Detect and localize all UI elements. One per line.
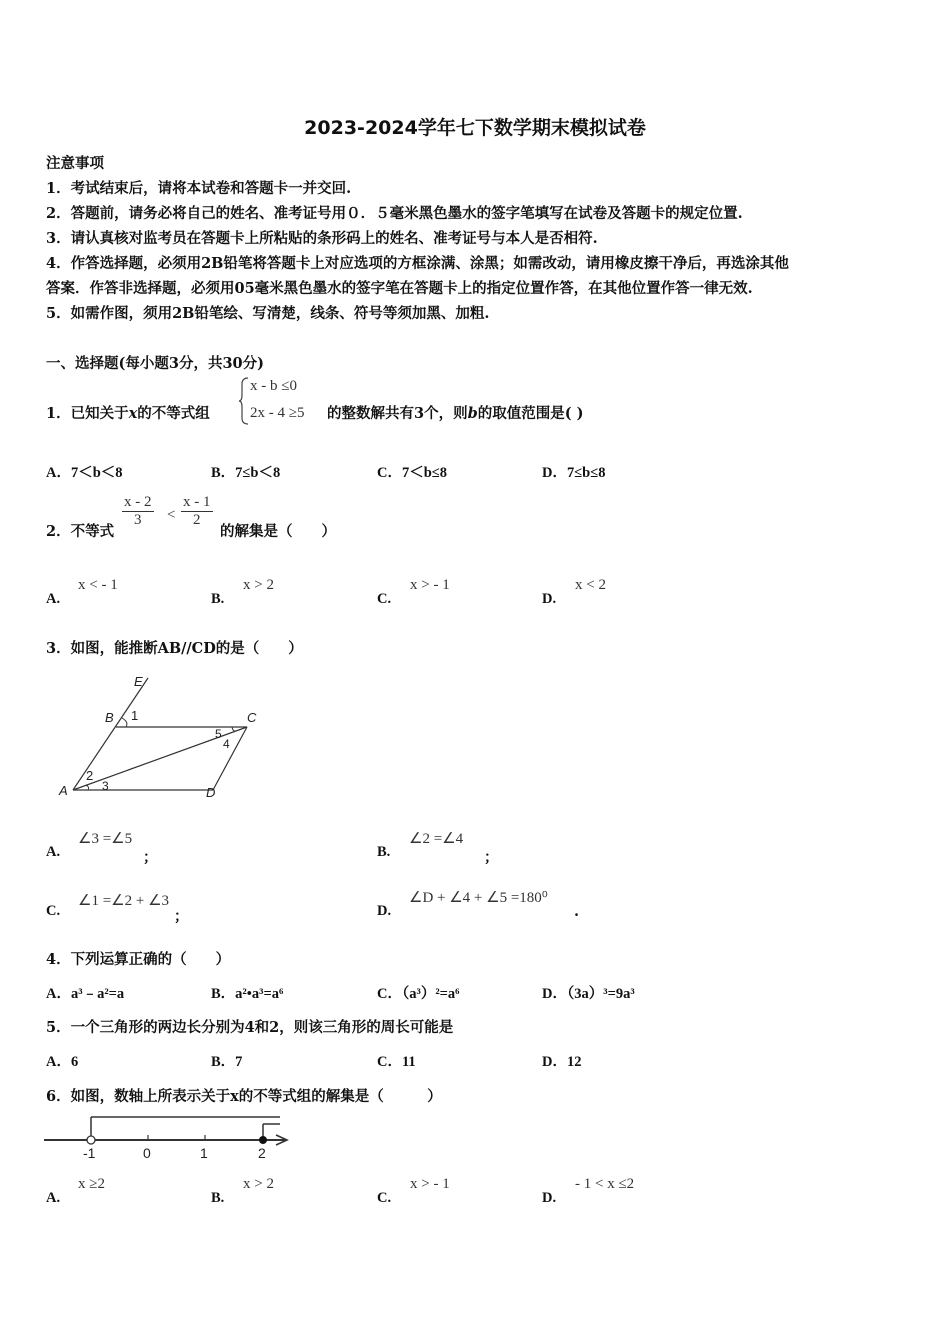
open-point-icon (87, 1136, 95, 1144)
question-1-stem: 1．已知关于x的不等式组 (46, 405, 210, 422)
inequality-line-1: x - b ≤0 (250, 378, 297, 394)
label-angle-4: 4 (223, 737, 230, 751)
option-c: C．11 (377, 1054, 416, 1070)
question-4-stem: 4．下列运算正确的（ ） (46, 951, 231, 968)
fraction-left (122, 494, 154, 529)
number-line-figure (44, 1112, 294, 1162)
notice-heading: 注意事项 (46, 155, 104, 172)
option-a-label: A. (46, 591, 61, 607)
notice-item: 4．作答选择题，必须用2B铅笔将答题卡上对应选项的方框涂满、涂黑；如需改动，请用橡皮擦干净后，再选涂其他 (46, 255, 789, 272)
option-a: A．6 (46, 1054, 79, 1070)
notice-item: 1．考试结束后，请将本试卷和答题卡一并交回. (46, 180, 352, 197)
option-b: B．7≤b＜8 (211, 465, 281, 481)
axis-label: 1 (200, 1145, 208, 1161)
option-b-value: ∠2 =∠4 (409, 831, 464, 847)
inequality-line-2: 2x - 4 ≥5 (250, 405, 305, 421)
option-d: D．7≤b≤8 (542, 465, 606, 481)
option-d-value: x < 2 (575, 577, 606, 593)
notice-item: 2．答题前，请务必将自己的姓名、准考证号用０．５毫米黑色墨水的签字笔填写在试卷及答题卡的规定位置. (46, 205, 743, 222)
less-than-sign: < (167, 507, 176, 523)
option-d-label: D. (377, 903, 392, 919)
question-6-stem: 6．如图，数轴上所表示关于x的不等式组的解集是（ ） (46, 1088, 442, 1105)
option-a-value: ∠3 =∠5 (78, 831, 133, 847)
option-a-end: ； (143, 849, 158, 866)
brace-icon (238, 376, 250, 426)
option-c-label: C. (377, 1190, 392, 1206)
fraction-left-denominator: 3 (134, 512, 142, 528)
option-a-value: x < - 1 (78, 577, 118, 593)
option-b: B．7 (211, 1054, 243, 1070)
closed-point-icon (259, 1136, 267, 1144)
option-d-label: D. (542, 1190, 557, 1206)
option-c-value: ∠1 =∠2 + ∠3 (78, 893, 170, 909)
option-a-label: A. (46, 844, 61, 860)
label-a: A (59, 783, 68, 798)
fraction-right-denominator: 2 (193, 512, 201, 528)
fraction-right (181, 494, 213, 529)
question-1-suffix: 的整数解共有3个，则b的取值范围是( ) (327, 405, 584, 422)
option-c-end: ； (174, 908, 189, 925)
question-5-stem: 5．一个三角形的两边长分别为4和2，则该三角形的周长可能是 (46, 1019, 454, 1036)
notice-item: 答案．作答非选择题，必须用05毫米黑色墨水的签字笔在答题卡上的指定位置作答，在其他位置作答一律无效. (46, 280, 753, 297)
option-b-label: B. (211, 1190, 225, 1206)
question-2-suffix: 的解集是（ ） (220, 523, 336, 540)
option-c-label: C. (377, 591, 392, 607)
option-b-end: ； (484, 849, 499, 866)
option-b-label: B. (377, 844, 391, 860)
option-c-value: x > - 1 (410, 577, 450, 593)
option-a-label: A. (46, 1190, 61, 1206)
option-c: C．7＜b≤8 (377, 465, 447, 481)
option-d: D．12 (542, 1054, 582, 1070)
axis-label: -1 (83, 1145, 96, 1161)
option-a: A．7＜b＜8 (46, 465, 123, 481)
option-d-value: ∠D + ∠4 + ∠5 =180⁰ (409, 890, 548, 906)
label-angle-2: 2 (86, 768, 94, 783)
axis-label: 0 (143, 1145, 151, 1161)
option-c-label: C. (46, 903, 61, 919)
option-a-value: x ≥2 (78, 1176, 105, 1192)
label-angle-3: 3 (102, 779, 109, 793)
option-c-value: x > - 1 (410, 1176, 450, 1192)
option-d-value: - 1 < x ≤2 (575, 1176, 635, 1192)
question-3-stem: 3．如图，能推断AB//CD的是（ ） (46, 640, 303, 657)
option-d-label: D. (542, 591, 557, 607)
parallelogram-figure (50, 670, 270, 805)
label-c: C (247, 710, 257, 725)
label-e: E (134, 674, 143, 689)
option-d-end: . (574, 903, 580, 920)
notice-item: 3．请认真核对监考员在答题卡上所粘贴的条形码上的姓名、准考证号与本人是否相符. (46, 230, 598, 247)
option-c: C．（a³）²=a⁶ (377, 986, 460, 1002)
option-a: A．a³﹣a²=a (46, 986, 125, 1002)
axis-label: 2 (258, 1145, 266, 1161)
section-heading: 一、选择题(每小题3分，共30分) (46, 355, 264, 372)
option-b-value: x > 2 (243, 577, 274, 593)
option-b-value: x > 2 (243, 1176, 274, 1192)
question-2-prefix: 2．不等式 (46, 523, 115, 540)
option-b-label: B. (211, 591, 225, 607)
option-b: B．a²•a³=a⁶ (211, 986, 284, 1002)
label-b: B (105, 710, 114, 725)
fraction-left-numerator: x - 2 (124, 494, 152, 510)
option-d: D．（3a）³=9a³ (542, 986, 635, 1002)
notice-item: 5．如需作图，须用2B铅笔绘、写清楚，线条、符号等须加黑、加粗. (46, 305, 490, 322)
fraction-right-numerator: x - 1 (183, 494, 211, 510)
page-title: 2023-2024学年七下数学期末模拟试卷 (304, 117, 646, 139)
label-angle-5: 5 (215, 727, 222, 741)
label-d: D (206, 785, 216, 800)
label-angle-1: 1 (131, 708, 139, 723)
